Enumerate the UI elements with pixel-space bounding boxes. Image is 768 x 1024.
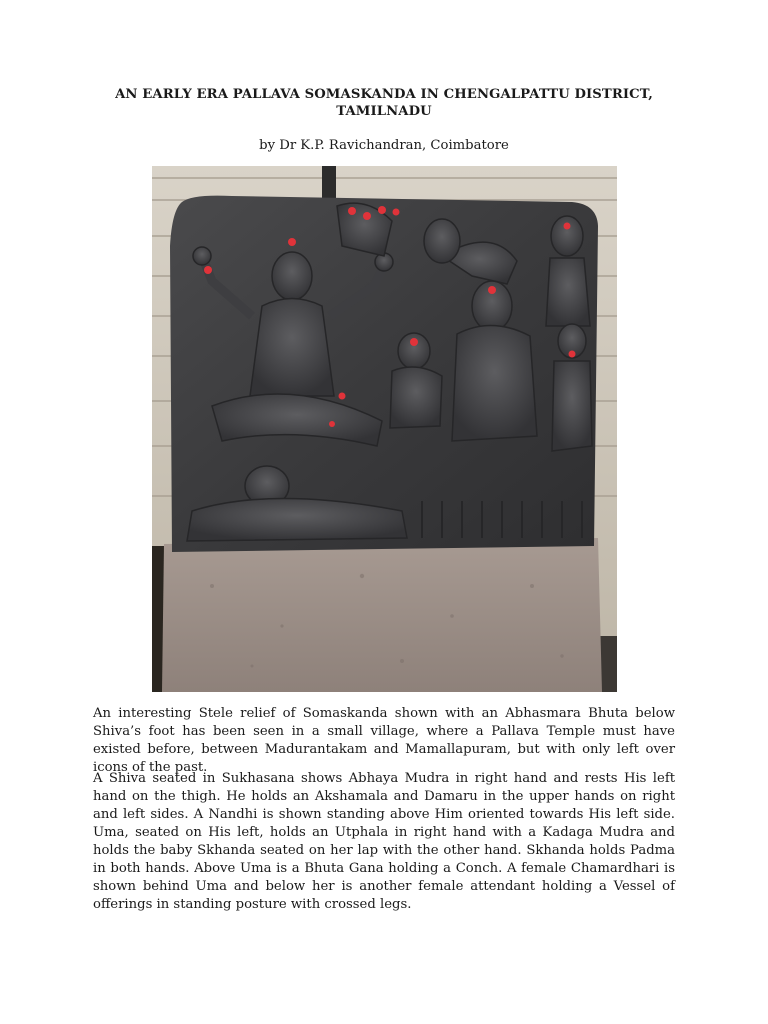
document-title: AN EARLY ERA PALLAVA SOMASKANDA IN CHENGALPATTU DISTRICT, TAMILNADU [115, 87, 653, 119]
stele-relief-photo [152, 166, 617, 692]
author-byline: by Dr K.P. Ravichandran, Coimbatore [259, 138, 509, 153]
paragraph-description: A Shiva seated in Sukhasana shows Abhaya Mudra in right hand and rests His left hand on the thigh. He holds an Akshamala and Damaru in the upper hands on right and left sides. A Nandhi is shown standing above Him oriented towards His left side. Uma, seated on His left, holds an Utphala in right hand with a Kadaga Mudra and holds the baby Skhanda seated on her lap with the other hand. Skhanda holds Padma in both hands. Above Uma is a Bhuta Gana holding a Conch. A female Chamardhari is shown behind Uma and below her is another female attendant holding a Vessel of offerings in standing posture with crossed legs. [93, 771, 675, 912]
paragraph-intro: An interesting Stele relief of Somaskanda shown with an Abhasmara Bhuta below Shiva’s foot has been seen in a small village, where a Pallava Temple must have existed before, between Madurantakam and Mamallapuram, but with only left over icons of the past. [93, 706, 675, 775]
